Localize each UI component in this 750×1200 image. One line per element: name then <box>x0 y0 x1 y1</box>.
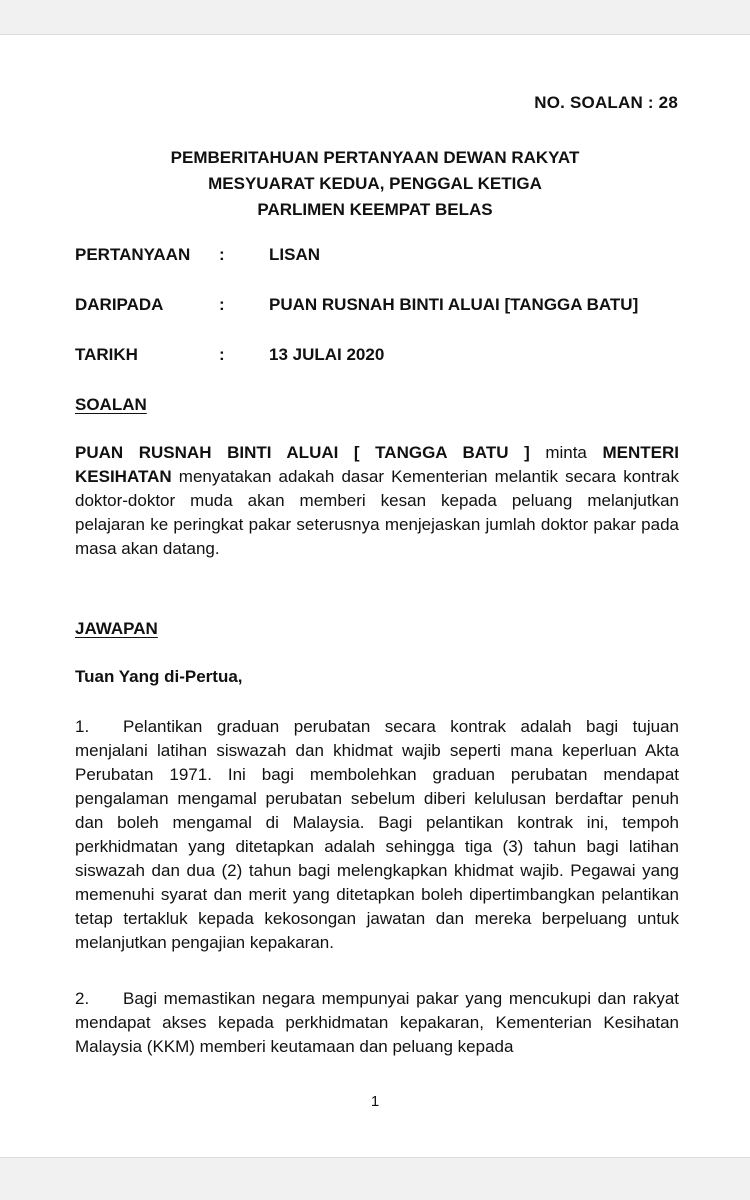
meta-colon: : <box>219 245 225 264</box>
answer-paragraph-1 <box>75 715 679 955</box>
meta-colon: : <box>219 295 225 314</box>
meta-value: LISAN <box>269 245 320 264</box>
meta-row-tarikh <box>75 345 685 367</box>
answer-paragraph-2 <box>75 987 679 1059</box>
salutation: Tuan Yang di-Pertua, <box>75 667 243 686</box>
meta-row-daripada <box>75 295 685 317</box>
asker-name: PUAN RUSNAH BINTI ALUAI [ TANGGA BATU ] <box>75 443 530 462</box>
minta-word: minta <box>529 443 603 462</box>
document-page <box>0 34 750 1158</box>
soalan-text: menyatakan adakah dasar Kementerian melantik secara kontrak doktor-doktor muda akan memberi kesan kepada peluang melanjutkan pelajaran ke peringkat pakar seterusnya menjejaskan jumlah doktor pakar pada masa akan datang. <box>75 467 679 558</box>
soalan-title: SOALAN <box>75 395 147 414</box>
paragraph-text: Bagi memastikan negara mempunyai pakar yang mencukupi dan rakyat mendapat akses kepada perkhidmatan kepakaran, Kementerian Kesihatan Malaysia (KKM) memberi keutamaan dan peluang kepada <box>75 989 679 1056</box>
meta-row-pertanyaan <box>75 245 685 267</box>
meta-label: TARIKH <box>75 345 138 364</box>
heading-line-1: PEMBERITAHUAN PERTANYAAN DEWAN RAKYAT <box>170 148 580 167</box>
meta-value: PUAN RUSNAH BINTI ALUAI [TANGGA BATU] <box>269 295 639 314</box>
heading-line-3: PARLIMEN KEEMPAT BELAS <box>257 200 493 219</box>
heading-line-2: MESYUARAT KEDUA, PENGGAL KETIGA <box>208 174 542 193</box>
meta-label: PERTANYAAN <box>75 245 191 264</box>
paragraph-text: Pelantikan graduan perubatan secara kontrak adalah bagi tujuan menjalani latihan siswazah dan khidmat wajib seperti mana keperluan Akta Perubatan 1971. Ini bagi membolehkan graduan perubatan mendapat pengalaman mengamal perubatan sebelum diberi kelulusan berdaftar penuh dan boleh mengamal di Malaysia. Bagi pelantikan kontrak ini, tempoh perkhidmatan yang ditetapkan adalah sehingga tiga (3) tahun bagi latihan siswazah dan dua (2) tahun bagi melengkapkan khidmat wajib. Pegawai yang memenuhi syarat dan merit yang ditetapkan boleh dipertimbangkan pelantikan tetap tertakluk kepada kekosongan jawatan dan mereka berpeluang untuk melanjutkan pengajian kepakaran. <box>75 717 679 952</box>
paragraph-number: 1. <box>75 717 90 736</box>
paragraph-number: 2. <box>75 989 90 1008</box>
meta-colon: : <box>219 345 225 364</box>
meta-label: DARIPADA <box>75 295 164 314</box>
jawapan-title: JAWAPAN <box>75 619 158 638</box>
minister-name: MENTERI KESIHATAN <box>75 443 679 486</box>
soalan-paragraph <box>75 441 679 561</box>
meta-value: 13 JULAI 2020 <box>269 345 385 364</box>
document-heading <box>0 145 750 223</box>
page-number: 1 <box>370 1093 380 1110</box>
question-number: NO. SOALAN : 28 <box>534 93 678 112</box>
